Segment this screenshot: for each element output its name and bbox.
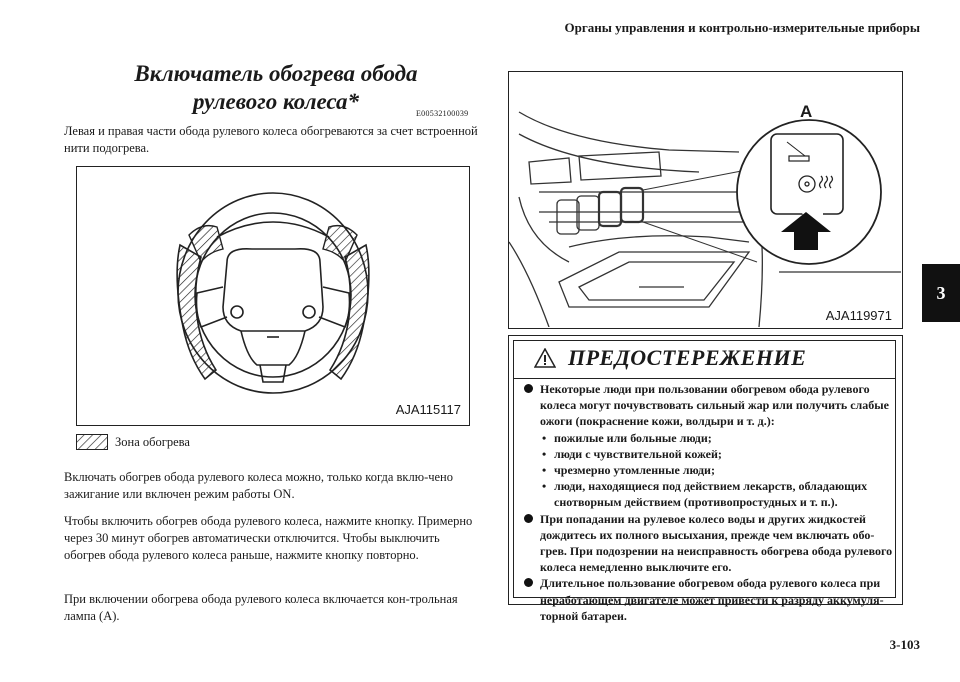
steering-wheel-figure (76, 166, 470, 426)
dashboard-switch-illustration (509, 72, 901, 327)
bullet-dot (524, 514, 533, 523)
warning-subitem: • чрезмерно утомленные люди; (542, 463, 715, 478)
legend-label: Зона обогрева (115, 434, 190, 449)
section-title (62, 60, 490, 116)
warning-triangle-icon (534, 348, 556, 368)
warning-divider (514, 378, 895, 379)
warning-item: Некоторые люди при пользовании обогревом обода рулевого колеса могут почувствовать сильный жар или получить слабые ожоги (покраснение кожи, волдыри и т. д.): (522, 381, 894, 430)
warning-item: При попадании на рулевое колесо воды и других жидкостей дождитесь их полного высыхания, прежде чем включать обо-грев. При подозрении на неисправность обогрева обода рулевого колеса немедленно выключите его. (522, 511, 894, 576)
warning-subitem: • люди с чувствительной кожей; (542, 446, 722, 461)
intro-paragraph: Левая и правая части обода рулевого колеса обогреваются за счет встроенной нити подогрева. (64, 124, 478, 155)
switch-location-figure (508, 71, 903, 329)
document-code: E00532100039 (416, 109, 469, 118)
warning-subitem: • пожилые или больные люди; (542, 430, 712, 445)
chapter-tab: 3 (922, 264, 960, 322)
paragraph-operation: Чтобы включить обогрев обода рулевого колеса, нажмите кнопку. Примерно через 30 минут обогрев автоматически отключится. Чтобы выключить обогрев обода рулевого колеса раньше, нажмите кнопку повторно. (64, 514, 473, 562)
hatch-swatch (76, 434, 108, 450)
paragraph-ignition: Включать обогрев обода рулевого колеса можно, только когда вклю-чено зажигание или включен режим работы ON. (64, 470, 454, 501)
page-number: 3-103 (889, 637, 920, 652)
page-header-title: Органы управления и контрольно-измерительные приборы (564, 20, 920, 35)
warning-header (534, 345, 806, 371)
figure-code: AJA115117 (395, 402, 461, 417)
warning-inner-frame (513, 340, 896, 623)
warning-title: ПРЕДОСТЕРЕЖЕНИЕ (568, 345, 807, 370)
bullet-dot (524, 384, 533, 393)
warning-list (522, 381, 894, 624)
warning-box (508, 335, 903, 623)
warning-item: Длительное пользование обогревом обода рулевого колеса при неработающем двигателе может привести к разряду аккумуля-торной батареи. (522, 575, 894, 624)
bullet-dot (524, 578, 533, 587)
section-title-line-2: рулевого колеса* (192, 89, 360, 114)
warning-subitem: • люди, находящиеся под действием лекарств, обладающих снотворным действием (противопростудных и т. п.). (542, 479, 868, 510)
steering-wheel-illustration (77, 167, 468, 424)
indicator-label-a: A (800, 102, 813, 121)
photo-figure-code: AJA119971 (825, 308, 892, 323)
paragraph-indicator: При включении обогрева обода рулевого колеса включается кон-трольная лампа (А). (64, 592, 458, 623)
heating-zone-legend (76, 432, 190, 452)
section-title-line-1: Включатель обогрева обода (134, 61, 418, 86)
